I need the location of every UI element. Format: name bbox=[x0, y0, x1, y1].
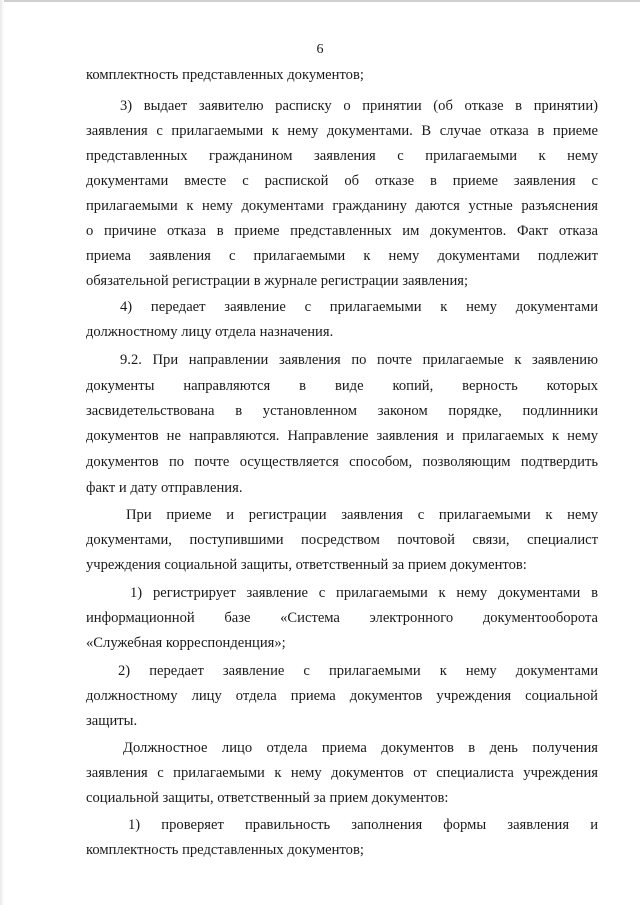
text-line: засвидетельствована в установленном законом порядке, подлинники bbox=[86, 403, 598, 419]
scan-left-edge bbox=[0, 0, 4, 905]
text-line: должностному лицу отдела приема документов учреждения социальной bbox=[86, 688, 598, 704]
text-line: 3) выдает заявителю расписку о принятии (об отказе в принятии) bbox=[120, 98, 598, 114]
text-line: документами вместе с распиской об отказе в приеме заявления с bbox=[86, 173, 598, 189]
text-line: представленных гражданином заявления с прилагаемыми к нему bbox=[86, 148, 598, 164]
text-line: социальной защиты, ответственный за прием документов: bbox=[86, 790, 449, 806]
page-number: 6 bbox=[316, 42, 324, 57]
text-line: информационной базе «Система электронного документооборота bbox=[86, 610, 598, 626]
text-line: 1) регистрирует заявление с прилагаемыми к нему документами в bbox=[130, 585, 598, 601]
text-line: о причине отказа в приеме представленных им документов. Факт отказа bbox=[86, 223, 598, 239]
text-line: комплектность представленных документов; bbox=[86, 67, 364, 83]
text-line: 1) проверяет правильность заполнения формы заявления и bbox=[128, 817, 598, 833]
text-line: 2) передает заявление с прилагаемыми к нему документами bbox=[118, 663, 598, 679]
text-line: документами, поступившими посредством почтовой связи, специалист bbox=[86, 532, 598, 548]
text-line: должностному лицу отдела назначения. bbox=[86, 324, 334, 340]
text-line: документы направляются в виде копий, верность которых bbox=[86, 378, 598, 394]
text-line: комплектность представленных документов; bbox=[86, 842, 364, 858]
text-line: документов по почте осуществляется способом, позволяющим подтвердить bbox=[86, 454, 598, 470]
text-line: защиты. bbox=[86, 713, 138, 729]
text-line: прилагаемыми к нему документами гражданину даются устные разъяснения bbox=[86, 198, 598, 214]
text-line: учреждения социальной защиты, ответственный за прием документов: bbox=[86, 557, 527, 573]
text-line: 4) передает заявление с прилагаемыми к нему документами bbox=[120, 299, 598, 315]
text-line: обязательной регистрации в журнале регистрации заявления; bbox=[86, 273, 469, 289]
text-line: документов не направляются. Направление заявления и прилагаемых к нему bbox=[86, 428, 598, 444]
text-line: Должностное лицо отдела приема документов в день получения bbox=[123, 740, 598, 756]
scan-top-edge bbox=[0, 0, 640, 2]
text-line: «Служебная корреспонденция»; bbox=[86, 635, 286, 651]
text-line: факт и дату отправления. bbox=[86, 480, 243, 496]
text-line: заявления с прилагаемыми к нему документами. В случае отказа в приеме bbox=[86, 123, 598, 139]
text-line: При приеме и регистрации заявления с прилагаемыми к нему bbox=[126, 507, 598, 523]
text-line: заявления с прилагаемыми к нему документов от специалиста учреждения bbox=[86, 765, 598, 781]
text-line: приема заявления с прилагаемыми к нему документами подлежит bbox=[86, 248, 598, 264]
text-line: 9.2. При направлении заявления по почте прилагаемые к заявлению bbox=[120, 352, 598, 368]
